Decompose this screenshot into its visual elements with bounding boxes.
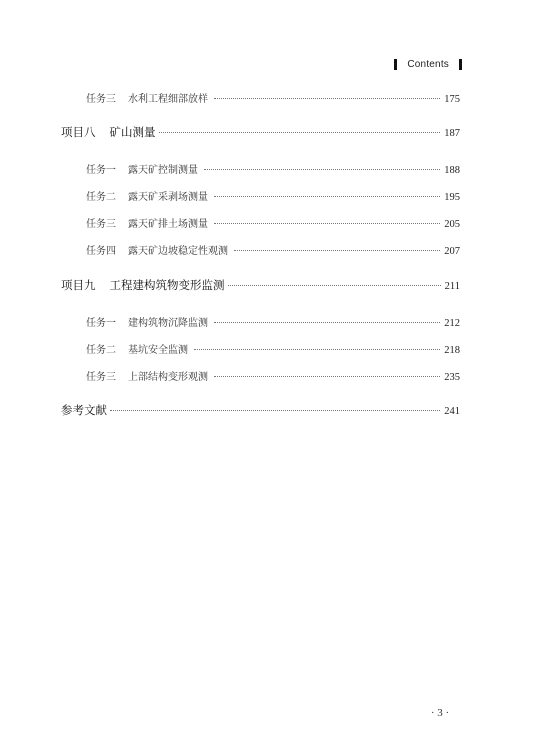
page-ref: 205 — [444, 219, 460, 230]
page-ref: 218 — [444, 345, 460, 356]
task-title: 基坑安全监测 — [128, 345, 188, 356]
toc-entry-task[interactable] — [86, 90, 460, 105]
chapter-title: 参考文献 — [61, 403, 107, 417]
chapter-number: 项目八 — [61, 125, 96, 139]
dot-leader — [194, 348, 440, 350]
task-title: 上部结构变形观测 — [128, 372, 208, 383]
task-number: 任务二 — [86, 345, 116, 356]
task-title: 露天矿排土场测量 — [128, 219, 208, 230]
toc-entry-label — [61, 124, 156, 140]
page-ref: 207 — [444, 246, 460, 257]
toc-entry-chapter[interactable] — [61, 402, 460, 418]
page-ref: 187 — [444, 128, 460, 139]
page-number: · 3 · — [430, 707, 450, 719]
task-number: 任务三 — [86, 94, 116, 105]
task-title: 露天矿控制测量 — [128, 165, 198, 176]
toc-entry-label — [61, 277, 225, 293]
task-title: 建构筑物沉降监测 — [128, 318, 208, 329]
toc-entry-label — [86, 90, 208, 105]
toc-entry-label — [61, 402, 107, 418]
task-title: 水利工程细部放样 — [128, 94, 208, 105]
task-number: 任务二 — [86, 192, 116, 203]
dot-leader — [228, 284, 441, 286]
toc-entry-label — [86, 368, 208, 383]
toc-entry-chapter[interactable] — [61, 277, 460, 293]
dot-leader — [110, 409, 440, 411]
toc-entry-label — [86, 188, 208, 203]
page-ref: 235 — [444, 372, 460, 383]
toc-entry-chapter[interactable] — [61, 124, 460, 140]
page-ref: 241 — [444, 406, 460, 417]
toc-entry-task[interactable] — [86, 341, 460, 356]
task-title: 露天矿采剥场测量 — [128, 192, 208, 203]
toc-entry-task[interactable] — [86, 368, 460, 383]
toc-entry-task[interactable] — [86, 188, 460, 203]
page-ref: 195 — [444, 192, 460, 203]
dot-leader — [159, 131, 441, 133]
dot-leader — [204, 168, 440, 170]
page-ref: 211 — [444, 281, 460, 292]
chapter-title: 矿山测量 — [109, 125, 156, 139]
toc-entry-label — [86, 314, 208, 329]
chapter-number: 项目九 — [61, 278, 96, 292]
task-number: 任务三 — [86, 219, 116, 230]
task-number: 任务一 — [86, 318, 116, 329]
toc-entry-label — [86, 341, 188, 356]
dot-leader — [214, 321, 440, 323]
page-ref: 188 — [444, 165, 460, 176]
dot-leader — [214, 222, 440, 224]
dot-leader — [214, 195, 440, 197]
chapter-title: 工程建构筑物变形监测 — [109, 278, 225, 292]
task-number: 任务四 — [86, 246, 116, 257]
running-title: Contents — [407, 58, 449, 70]
toc-entry-task[interactable] — [86, 215, 460, 230]
dot-leader — [214, 97, 440, 99]
toc-entry-label — [86, 215, 208, 230]
toc-entry-task[interactable] — [86, 242, 460, 257]
dot-leader — [234, 249, 440, 251]
toc-entry-task[interactable] — [86, 314, 460, 329]
toc-entry-label — [86, 242, 228, 257]
page-ref: 212 — [444, 318, 460, 329]
toc-entry-task[interactable] — [86, 161, 460, 176]
dot-leader — [214, 375, 440, 377]
task-number: 任务三 — [86, 372, 116, 383]
toc-entry-label — [86, 161, 198, 176]
task-title: 露天矿边坡稳定性观测 — [128, 246, 228, 257]
task-number: 任务一 — [86, 165, 116, 176]
page-ref: 175 — [444, 94, 460, 105]
